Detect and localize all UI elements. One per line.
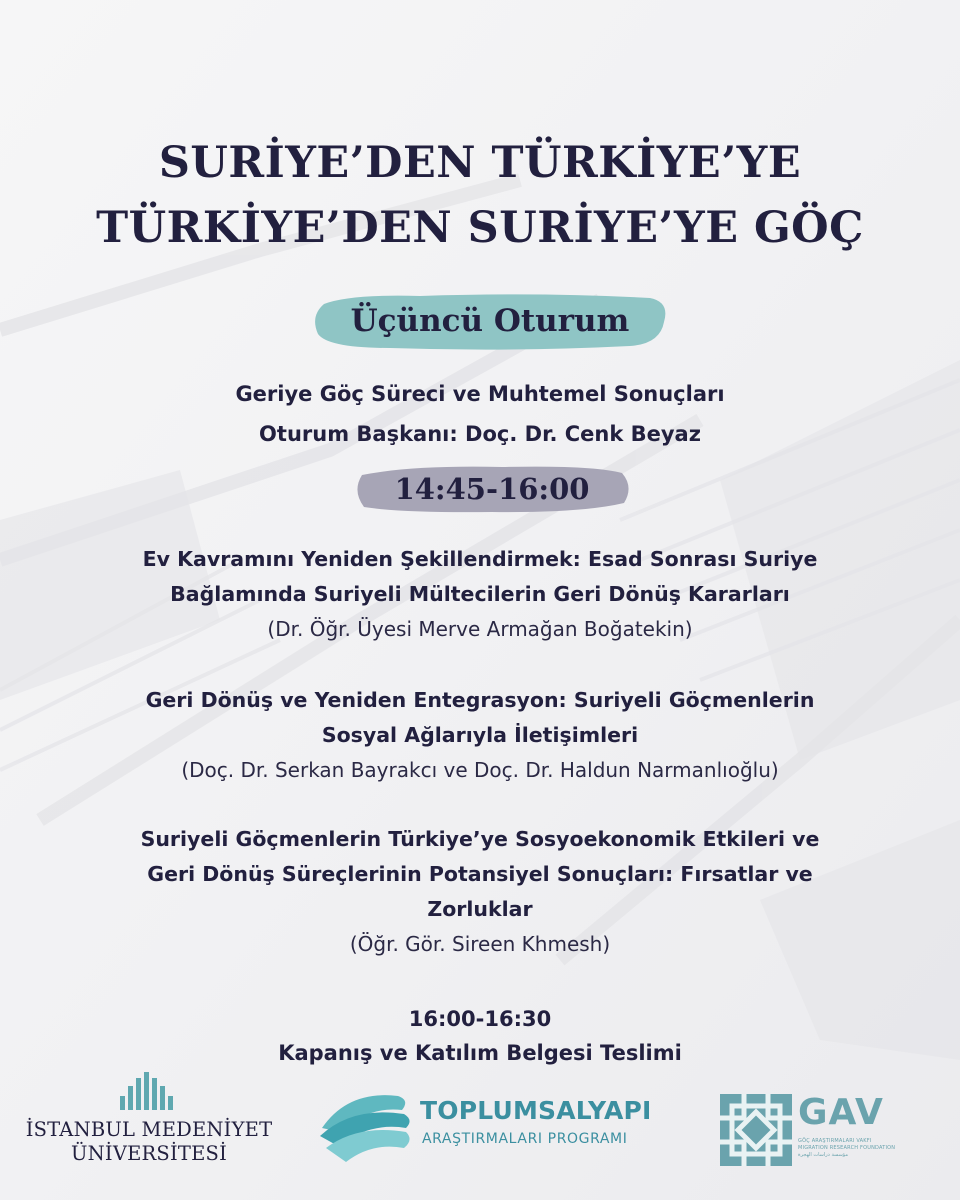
gav-title: GAV — [798, 1092, 884, 1133]
talk-author: (Öğr. Gör. Sireen Khmesh) — [349, 932, 611, 956]
closing-time: 16:00-16:30 — [408, 1007, 552, 1031]
talk-title-line: Ev Kavramını Yeniden Şekillendirmek: Esad Sonrası Suriye — [142, 547, 818, 571]
gav-subtitle-line-1: GÖÇ ARAŞTIRMALARI VAKFI — [798, 1138, 872, 1144]
toplumsal-yapi-subtitle: ARAŞTIRMALARI PROGRAMI — [422, 1131, 628, 1147]
talk-title-line: Bağlamında Suriyeli Mültecilerin Geri Dönüş Kararları — [170, 582, 790, 606]
session-chair: Oturum Başkanı: Doç. Dr. Cenk Beyaz — [259, 422, 701, 446]
talk-item — [60, 683, 900, 788]
imu-name-line-2: ÜNİVERSİTESİ — [71, 1142, 227, 1165]
session-label: Üçüncü Oturum — [350, 303, 630, 339]
talk-author: (Dr. Öğr. Üyesi Merve Armağan Boğatekin) — [267, 617, 693, 641]
talk-item — [60, 542, 900, 647]
layered-wave-icon — [318, 1088, 418, 1168]
gav-subtitle-line-2: MIGRATION RESEARCH FOUNDATION — [798, 1145, 896, 1151]
session-badge — [310, 290, 670, 352]
talk-item — [60, 822, 900, 962]
gav-subtitle-line-3: مؤسسة دراسات الهجرة — [798, 1152, 849, 1158]
closing-text: Kapanış ve Katılım Belgesi Teslimi — [278, 1041, 682, 1065]
main-title-line-1: SURİYE’DEN TÜRKİYE’YE — [158, 138, 802, 188]
talk-title-line: Suriyeli Göçmenlerin Türkiye’ye Sosyoekonomik Etkileri ve — [140, 827, 820, 851]
talk-title-line: Sosyal Ağlarıyla İletişimleri — [321, 723, 639, 747]
bar-columns-icon — [14, 1070, 284, 1114]
talk-author: (Doç. Dr. Serkan Bayrakcı ve Doç. Dr. Haldun Narmanlıoğlu) — [181, 758, 779, 782]
toplumsal-yapi-logo — [318, 1088, 652, 1168]
imu-logo — [14, 1070, 284, 1170]
gav-logo — [718, 1092, 896, 1168]
talk-title-line: Geri Dönüş ve Yeniden Entegrasyon: Suriyeli Göçmenlerin — [145, 688, 815, 712]
talk-title-line: Zorluklar — [427, 897, 533, 921]
toplumsal-yapi-title: TOPLUMSALYAPI — [420, 1096, 652, 1125]
session-topic: Geriye Göç Süreci ve Muhtemel Sonuçları — [235, 382, 725, 406]
imu-name-line-1: İSTANBUL MEDENİYET — [25, 1118, 273, 1141]
session-time-badge — [352, 463, 632, 515]
geometric-knot-icon — [718, 1092, 794, 1168]
main-title-line-2: TÜRKİYE’DEN SURİYE’YE GÖÇ — [96, 203, 864, 253]
talk-title-line: Geri Dönüş Süreçlerinin Potansiyel Sonuçları: Fırsatlar ve — [147, 862, 813, 886]
session-time: 14:45-16:00 — [394, 472, 590, 506]
